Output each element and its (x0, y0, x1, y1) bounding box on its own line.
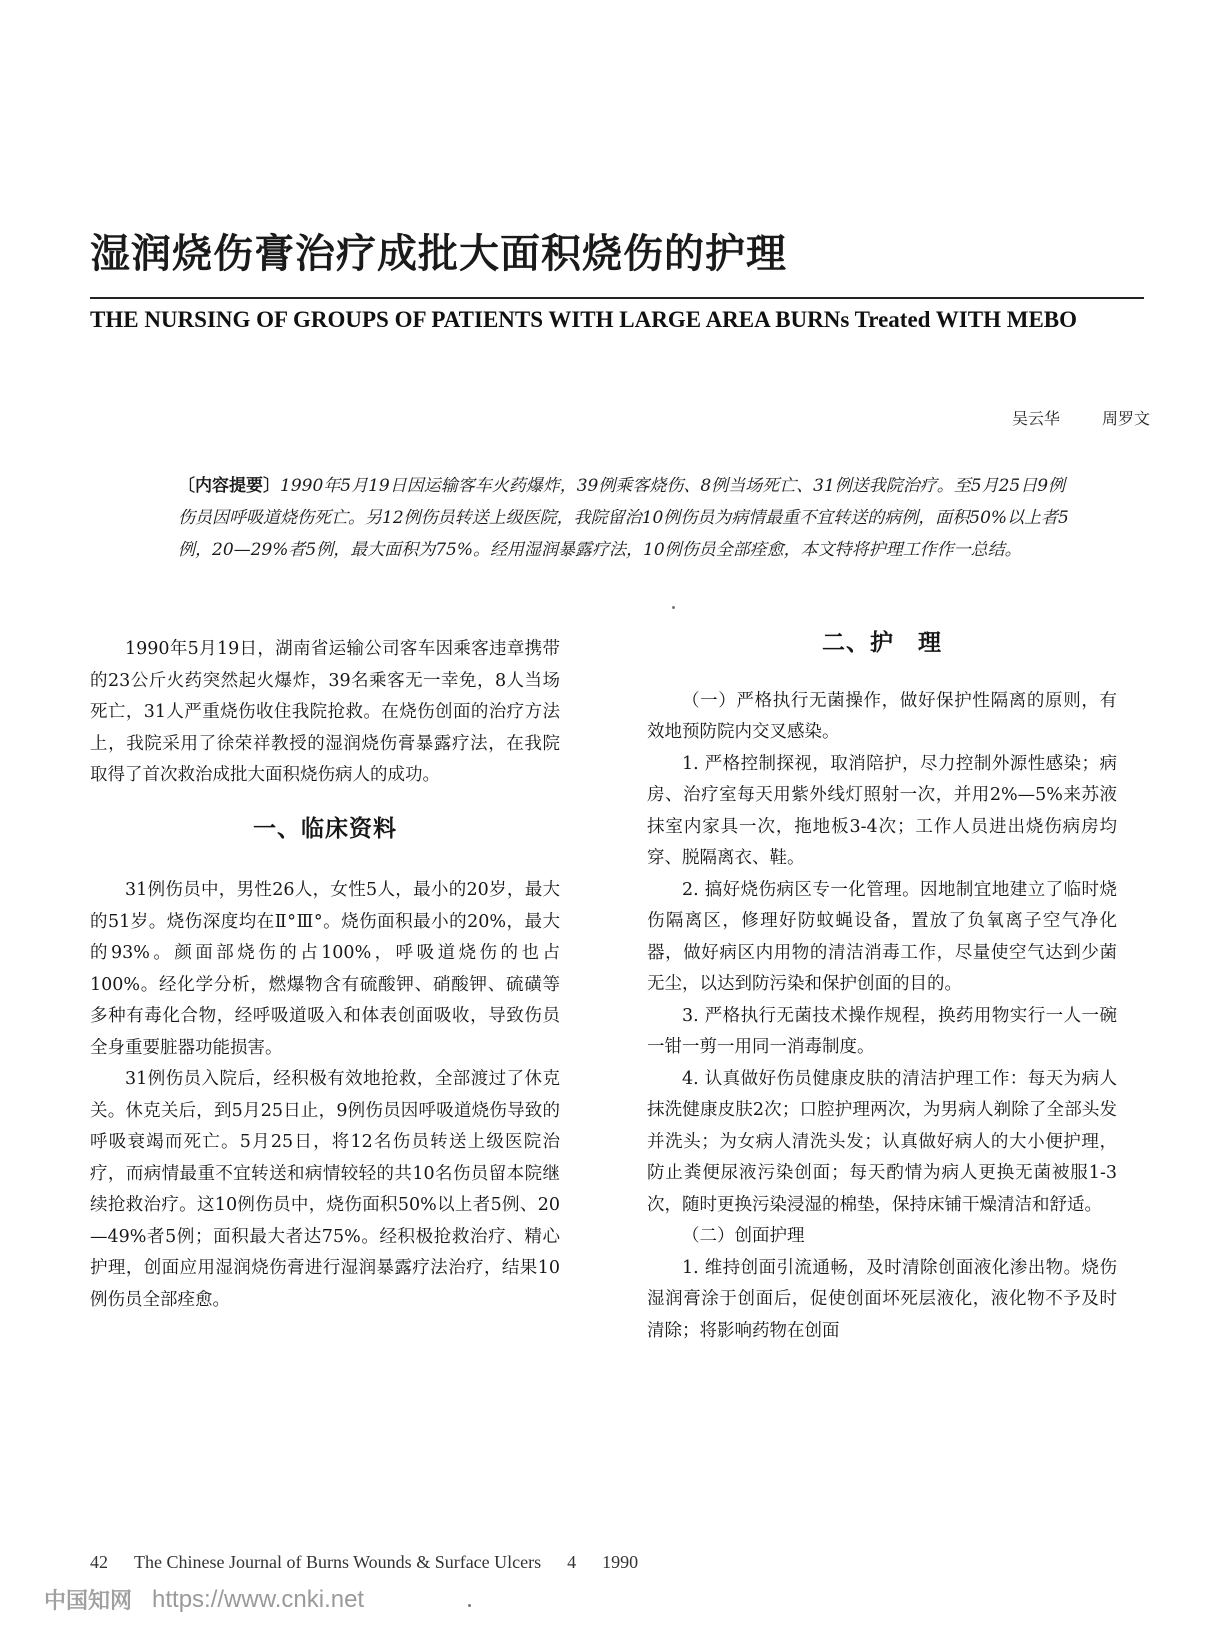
body-paragraph: 31例伤员中，男性26人，女性5人，最小的20岁，最大的51岁。烧伤深度均在Ⅱ°Ⅲ°。烧伤面积最小的20%，最大的93%。颜面部烧伤的占100%，呼吸道烧伤的也占100%。经化学分析，燃爆物含有硫酸钾、硝酸钾、硫磺等多种有毒化合物，经呼吸道吸入和体表创面吸收，导致伤员全身重要脏器功能损害。 (90, 880, 560, 1058)
scan-speck (672, 606, 675, 609)
list-item: 3. 严格执行无菌技术操作规程，换药用物实行一人一碗一钳一剪一用同一消毒制度。 (647, 1005, 1117, 1057)
abstract-text: 1990年5月19日因运输客车火药爆炸，39例乘客烧伤、8例当场死亡、31例送我院治疗。至5月25日9例伤员因呼吸道烧伤死亡。另12例伤员转送上级医院，我院留治10例伤员为病情最重不宜转送的病例，面积50%以上者5例，20—29%者5例，最大面积为75%。经用湿润暴露疗法，10例伤员全部痊愈，本文特将护理工作作一总结。 (178, 476, 1069, 560)
list-item: 1. 严格控制探视，取消陪护，尽力控制外源性感染；病房、治疗室每天用紫外线灯照射一次，并用2%—5%来苏液抹室内家具一次，拖地板3-4次；工作人员进出烧伤病房均穿、脱隔离衣、鞋。 (647, 753, 1117, 868)
cnki-logo: 中国知网 (44, 1589, 133, 1614)
subsection-heading: （二）创面护理 (682, 1226, 805, 1246)
list-item: 1. 维持创面引流通畅，及时清除创面液化渗出物。烧伤湿润膏涂于创面后，促使创面坏死层液化，液化物不予及时清除；将影响药物在创面 (647, 1257, 1117, 1341)
list-item: 2. 搞好烧伤病区专一化管理。因地制宜地建立了临时烧伤隔离区，修理好防蚊蝇设备，置放了负氧离子空气净化器，做好病区内用物的清洁消毒工作，尽量使空气达到少菌无尘，以达到防污染和保护创面的目的。 (647, 879, 1117, 994)
section-heading-clinical-data: 一、临床资料 (253, 815, 397, 842)
article-title-chinese: 湿润烧伤膏治疗成批大面积烧伤的护理 (90, 231, 787, 277)
journal-name: The Chinese Journal of Burns Wounds & Surface Ulcers (134, 1552, 542, 1572)
list-item: 4. 认真做好伤员健康皮肤的清洁护理工作：每天为病人抹洗健康皮肤2次；口腔护理两次，为男病人剃除了全部头发并洗头；为女病人清洗头发；认真做好病人的大小便护理，防止粪便尿液污染创面；每天酌情为病人更换无菌被服1-3次，随时更换污染浸湿的棉垫，保持床铺干燥清洁和舒适。 (647, 1068, 1117, 1215)
author-name: 周罗文 (1101, 409, 1150, 428)
page-number: 42 (90, 1552, 108, 1572)
abstract-label: 〔内容提要〕 (178, 476, 280, 496)
abstract (178, 470, 1078, 566)
author-list (1012, 406, 1150, 429)
article-title-english: THE NURSING OF GROUPS OF PATIENTS WITH LARGE AREA BURNs Treated WITH MEBO (90, 307, 1078, 332)
author-name: 吴云华 (1011, 409, 1060, 428)
body-paragraph: 31例伤员入院后，经积极有效地抢救，全部渡过了休克关。休克关后，到5月25日止，9例伤员因呼吸道烧伤导致的呼吸衰竭而死亡。5月25日，将12名伤员转送上级医院治疗，而病情最重不宜转送和病情较轻的共10名伤员留本院继续抢救治疗。这10例伤员中，烧伤面积50%以上者5例、20—49%者5例；面积最大者达75%。经积极抢救治疗、精心护理，创面应用湿润烧伤膏进行湿润暴露疗法治疗，结果10例伤员全部痊愈。 (90, 1069, 560, 1310)
cnki-watermark (44, 1584, 364, 1615)
page-footer (90, 1552, 638, 1573)
issue-year: 1990 (602, 1552, 639, 1572)
right-column (647, 628, 1117, 1347)
cnki-url[interactable]: https://www.cnki.net (152, 1585, 365, 1613)
subsection-heading: （一）严格执行无菌操作，做好保护性隔离的原则，有效地预防院内交叉感染。 (647, 690, 1117, 742)
intro-paragraph: 1990年5月19日，湖南省运输公司客车因乘客违章携带的23公斤火药突然起火爆炸，39名乘客无一幸免，8人当场死亡，31人严重烧伤收住我院抢救。在烧伤创面的治疗方法上，我院采用了徐荣祥教授的湿润烧伤膏暴露疗法，在我院取得了首次救治成批大面积烧伤病人的成功。 (90, 639, 560, 785)
scan-speck (468, 1604, 471, 1607)
section-heading-nursing: 二、护 理 (822, 630, 942, 656)
issue-number: 4 (567, 1552, 577, 1572)
left-column (90, 634, 560, 1316)
title-divider (90, 297, 1144, 299)
